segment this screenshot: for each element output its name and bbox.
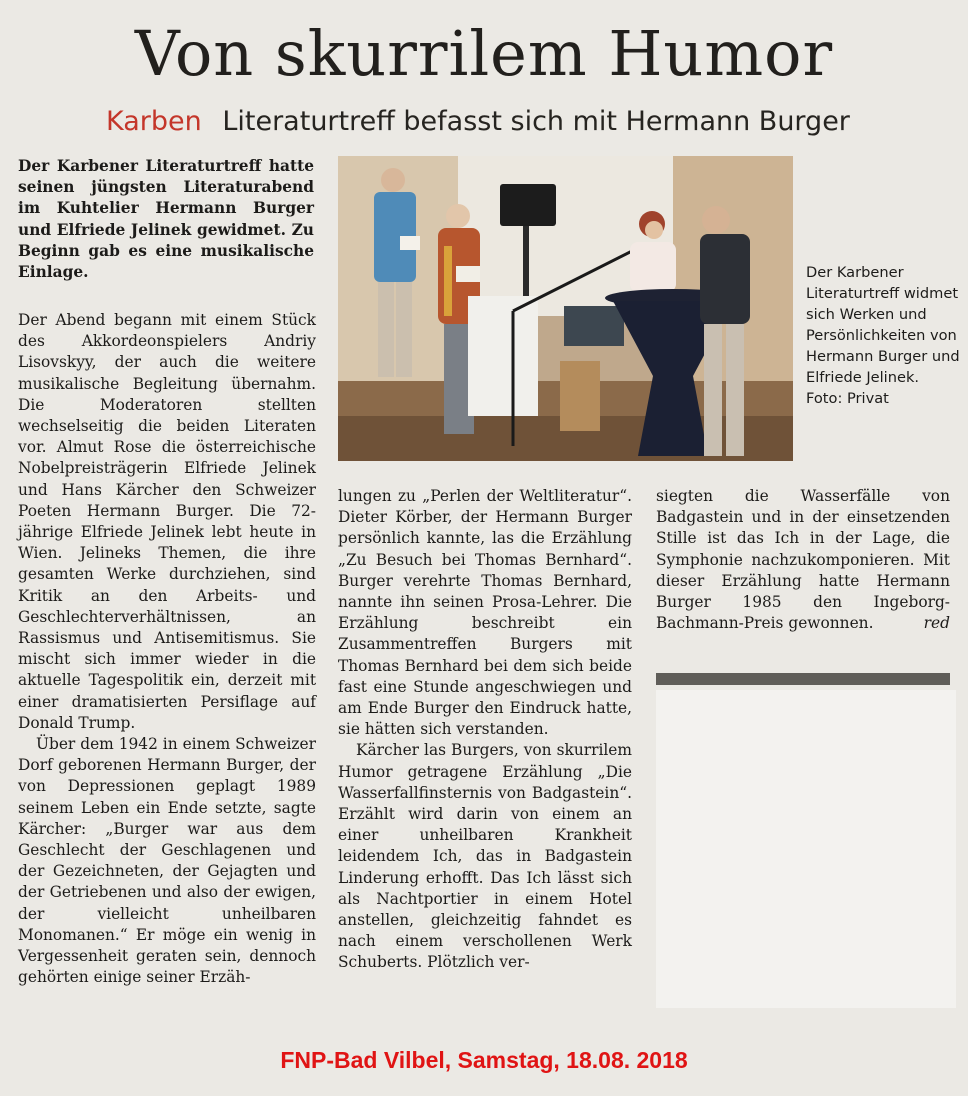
caption-credit: Foto: Privat xyxy=(806,390,889,407)
empty-ad-space xyxy=(656,690,956,1008)
kicker-location: Karben xyxy=(106,106,202,137)
body-paragraph: Kärcher las Burgers, von skurrilem Humor getragene Erzählung „Die Wasserfallfinsternis von Badgastein“. Erzählt wird darin von einem an einer unheilbaren Krankheit leidendem Ich, das in Badgastein Linderung erhofft. Das Ich lässt sich als Nachtportier in einem Hotel anstellen, gleichzeitig fahndet es nach einem verschollenen Werk Schuberts. Plötzlich ver- xyxy=(338,741,632,972)
author-signature: red xyxy=(923,614,950,633)
person-right xyxy=(700,234,750,324)
column-rule xyxy=(656,673,950,685)
lead-text: Der Karbener Literaturtreff hatte seinen jüngsten Literaturabend im Kuhtelier Hermann Burger und Elfriede Jelinek gewidmet. Zu Beginn gab es eine musikalische Einlage. xyxy=(18,157,314,282)
event-photo xyxy=(338,156,793,461)
body-paragraph-text: siegten die Wasserfälle von Badgastein und in der einsetzenden Stille ist das Ich in der Lage, die Symphonie nachzukomponieren. Mit dieser Erzählung hatte Hermann Burger 1985 den Ingeborg-Bachmann-Preis gewonnen. xyxy=(656,487,950,633)
source-line: FNP-Bad Vilbel, Samstag, 18.08. 2018 xyxy=(280,1047,688,1073)
text-column-3 xyxy=(656,486,950,634)
body-paragraph: Über dem 1942 in einem Schweizer Dorf geborenen Hermann Burger, der von Depressionen geplagt 1989 seinem Leben ein Ende setzte, sagte Kärcher: „Burger war aus dem Geschlecht der Geschlagenen und der Gezeichneten, der Gejagten und der Getriebenen und also der ewigen, der vielleicht unheilbaren Monomanen.“ Er möge ein wenig in Vergessenheit geraten sein, dennoch gehörten einige seiner Erzäh- xyxy=(18,735,316,987)
headline: Von skurrilem Humor xyxy=(134,17,834,90)
text-column-2 xyxy=(338,486,632,974)
photo-caption xyxy=(806,262,966,409)
person-third xyxy=(630,242,676,292)
text-column-1 xyxy=(18,310,316,989)
lead-paragraph xyxy=(18,156,314,283)
subtitle: Literaturtreff befasst sich mit Hermann Burger xyxy=(222,106,850,137)
loudspeaker xyxy=(500,184,556,226)
cardboard-box xyxy=(560,361,600,431)
subheadline xyxy=(106,102,850,142)
body-paragraph: lungen zu „Perlen der Weltliteratur“. Dieter Körber, der Hermann Burger persönlich kannte, las die Erzählung „Zu Besuch bei Thomas Bernhard“. Burger verehrte Thomas Bernhard, nannte ihn seinen Prosa-Lehrer. Die Erzählung beschreibt ein Zusammentreffen Burgers mit Thomas Bernhard bei dem sich beide fast eine Stunde angeschwiegen und am Ende Burger den Eindruck hatte, sie hätten sich verstanden. xyxy=(338,487,632,739)
lectern xyxy=(468,296,538,416)
mixing-desk xyxy=(564,306,624,346)
caption-text: Der Karbener Literaturtreff widmet sich Werken und Persönlichkeiten von Hermann Burger und Elfriede Jelinek. xyxy=(806,264,960,386)
body-paragraph xyxy=(656,486,950,634)
body-paragraph: Der Abend begann mit einem Stück des Akkordeonspielers Andriy Lisovskyy, der auch die weitere musikalische Begleitung übernahm. Die Moderatoren stellten wechselseitig die beiden Literaten vor. Almut Rose die österreichische Nobelpreisträgerin Elfriede Jelinek und Hans Kärcher den Schweizer Poeten Hermann Burger. Die 72-jährige Elfriede Jelinek lebt heute in Wien. Jelineks Themen, die ihre gesamten Werke durchziehen, sind Kritik an den Arbeits- und Geschlechterverhältnissen, an Rassismus und Antisemitismus. Sie mischt sich immer wieder in die aktuelle Tagespolitik ein, derzeit mit einer dramatisierten Persiflage auf Donald Trump. xyxy=(18,311,316,732)
